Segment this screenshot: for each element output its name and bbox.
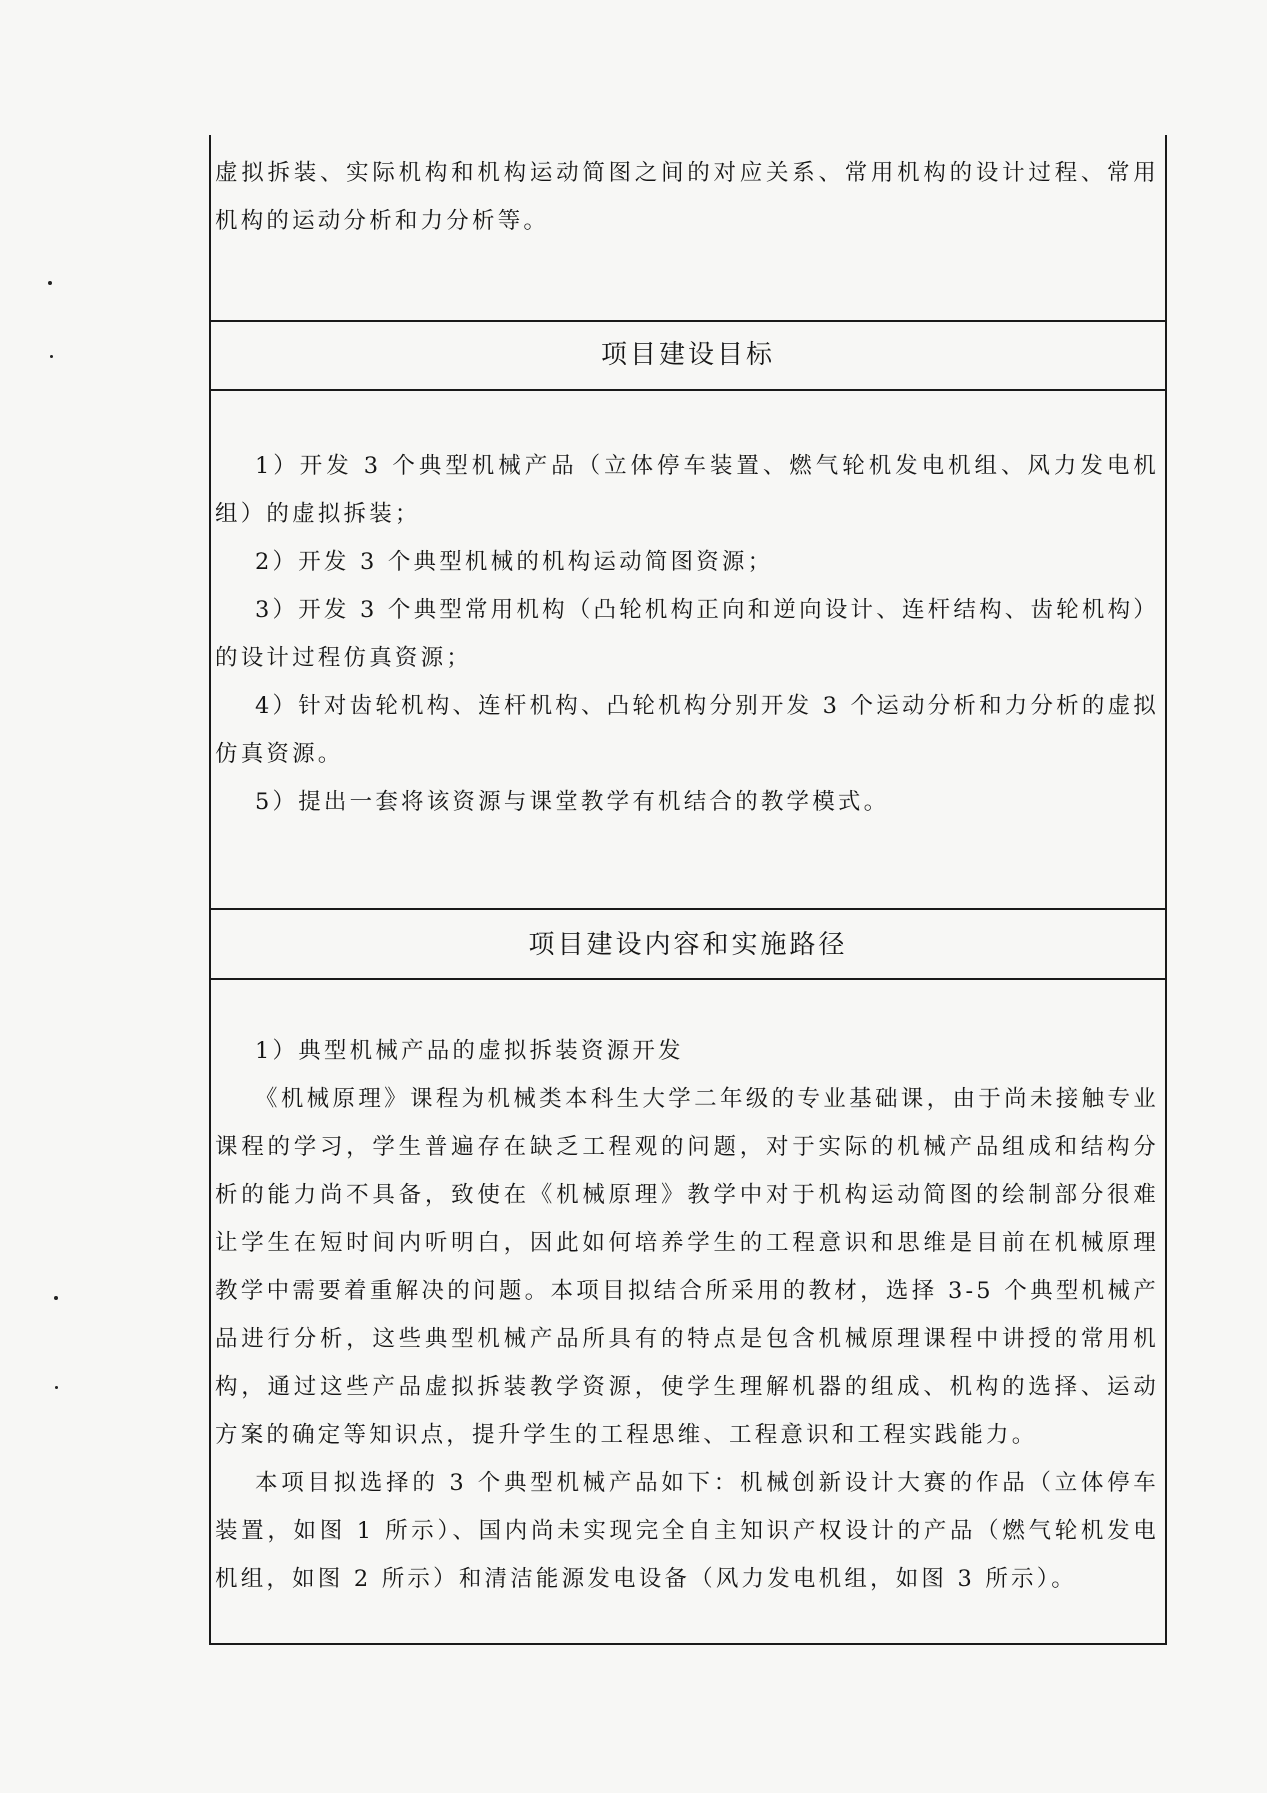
goal-item: 2）开发 3 个典型机械的机构运动简图资源； xyxy=(255,549,774,575)
divider xyxy=(211,320,1165,322)
scan-speck xyxy=(50,355,53,358)
goal-item: 1）开发 3 个典型机械产品（立体停车装置、燃气轮机发电机组、风力发电机组）的虚拟拆装； xyxy=(215,453,1159,527)
goal-item: 4）针对齿轮机构、连杆机构、凸轮机构分别开发 3 个运动分析和力分析的虚拟仿真资源。 xyxy=(215,693,1159,767)
content-section-title: 项目建设内容和实施路径 xyxy=(528,930,848,960)
scan-speck xyxy=(55,1386,58,1389)
goals-section-title: 项目建设目标 xyxy=(600,340,775,370)
divider xyxy=(211,389,1165,391)
divider xyxy=(211,908,1165,910)
content-paragraph: 《机械原理》课程为机械类本科生大学二年级的专业基础课，由于尚未接触专业课程的学习，学生普遍存在缺乏工程观的问题，对于实际的机械产品组成和结构分析的能力尚不具备，致使在《机械原理》教学中对于机构运动简图的绘制部分很难让学生在短时间内听明白，因此如何培养学生的工程意识和思维是目前在机械原理教学中需要着重解决的问题。本项目拟结合所采用的教材，选择 3-5 个典型机械产品进行分析，这些典型机械产品所具有的特点是包含机械原理课程中讲授的常用机构，通过这些产品虚拟拆装教学资源，使学生理解机器的组成、机构的选择、运动方案的确定等知识点，提升学生的工程思维、工程意识和工程实践能力。 xyxy=(215,1086,1159,1448)
goals-list xyxy=(215,442,1159,826)
top-section-text xyxy=(215,149,1159,245)
form-table xyxy=(209,135,1167,1645)
top-section-paragraph: 虚拟拆装、实际机构和机构运动简图之间的对应关系、常用机构的设计过程、常用机构的运动分析和力分析等。 xyxy=(215,160,1159,234)
goal-item: 5）提出一套将该资源与课堂教学有机结合的教学模式。 xyxy=(255,789,890,815)
goal-item: 3）开发 3 个典型常用机构（凸轮机构正向和逆向设计、连杆结构、齿轮机构）的设计过程仿真资源； xyxy=(215,597,1159,671)
divider xyxy=(211,978,1165,980)
content-subheading: 1）典型机械产品的虚拟拆装资源开发 xyxy=(255,1038,684,1064)
content-body xyxy=(215,1027,1159,1603)
scan-speck xyxy=(48,281,52,285)
content-paragraph: 本项目拟选择的 3 个典型机械产品如下：机械创新设计大赛的作品（立体停车装置，如图 1 所示）、国内尚未实现完全自主知识产权设计的产品（燃气轮机发电机组，如图 2 所示）和清洁能源发电设备（风力发电机组，如图 3 所示）。 xyxy=(215,1470,1159,1592)
scan-speck xyxy=(54,1296,58,1300)
